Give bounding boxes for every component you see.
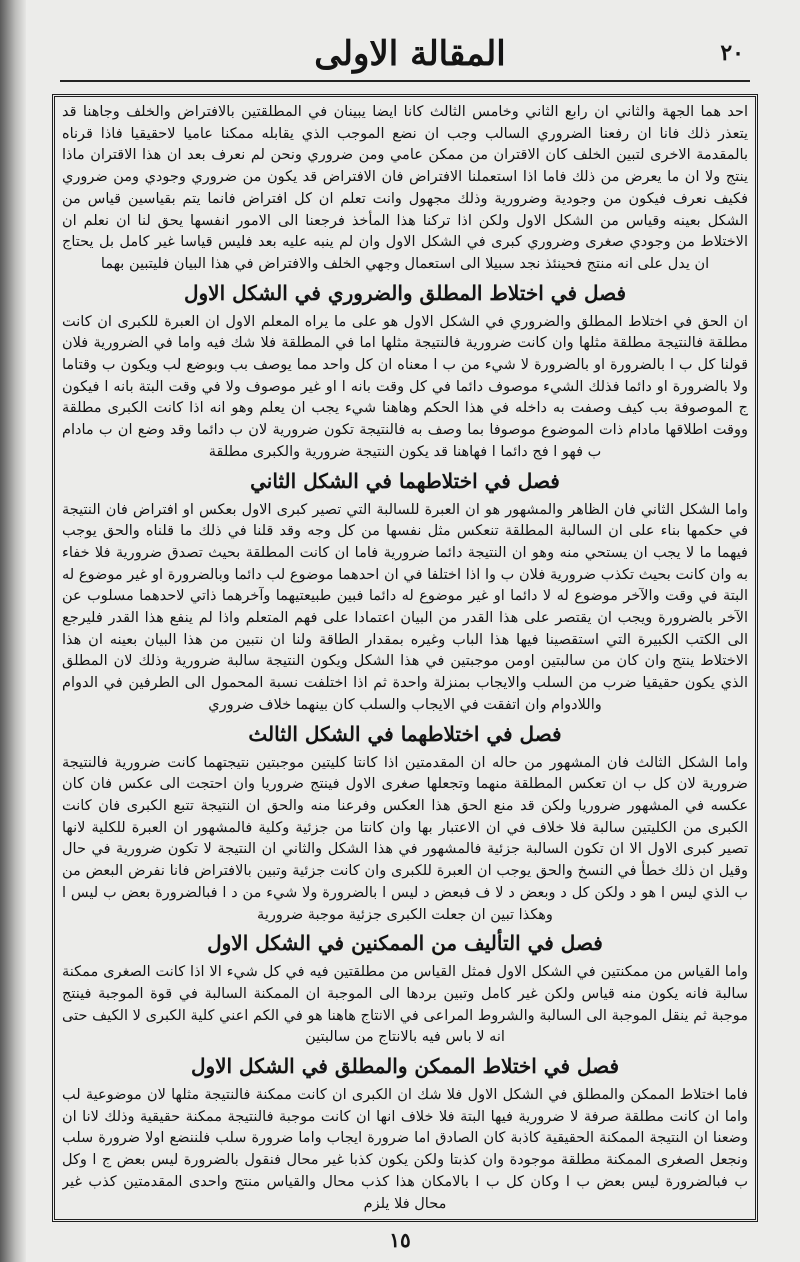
paragraph: فاما اختلاط الممكن والمطلق في الشكل الاول فلا شك ان الكبرى ان كانت ممكنة فالنتيجة مثلها لان موضوعية لب واما ان كانت مطلقة صرفة لا ضرورية فيها البتة فلا خلاف انها ان كانت موجبة فالنتيجة ممكنة حقيقية وذلك لانا ان وضعنا ان النتيجة الممكنة الحقيقية كاذبة كان الصادق اما ضرورة ايجاب واما ضرورة سلب فلننضع اولا ضرورة سلب ونجعل الصغرى الممكنة مطلقة موجودة وان كذبتا ولكن يكون كذبا غير محال فنقول بالضرورة ليس بعض ج ا وكل ب فبالضرورة ليس بعض ب ا وكان كل ب ا بالامكان هذا كذب محال والقياس منتج واحدى المقدمتين كذب غير محال فلا يلزم	[62, 1087, 748, 1212]
paragraph: احد هما الجهة والثاني ان رابع الثاني وخامس الثالث كانا ايضا يبينان في المطلقتين بالافتراض والخلف وجاهنا قد يتعذر ذلك فانا ان رفعنا الضروري السالب وجب ان نضع الموجب الذي يقابله ممكنا عاميا لاحقيقيا فاذا قرناه بالمقدمة الاخرى لتبين الخلف كان الاقتران من ممكن عامي ومن ضروري ونحن لم نعرف بعد ان هذا الاقتران ماذا ينتج ولا ان ما يعرض من ذلك فاما اذا استعملنا الافتراض فان الافتراض قد يكون من ضروري وجودي ومن ضروري فكيف نعرف فيكون من وجودية وضرورية وذلك مجهول وانت تعلم ان كل افتراض فانما يتم بقياسين قياس من الشكل بعينه وقياس من الشكل الاول ولكن اذا تركنا هذا المأخذ فرجعنا الى الامور انفسها يحق لنا ان نعلم ان الاختلاط من وجودي صغرى وضروري كبرى في الشكل الاول وان لم ينبه عليه بعد فليس قياسا غير كامل بل يحتاج ان يدل على انه منتج فحينئذ نجد سبيلا الى استعمال وجهي الخلف والافتراض في هذا البيان فليتبين بهما	[62, 104, 748, 272]
section-heading: فصل في اختلاطهما في الشكل الثاني	[250, 468, 560, 493]
running-head	[60, 28, 750, 88]
section-heading: فصل في اختلاط الممكن والمطلق في الشكل الاول	[190, 1054, 620, 1079]
header-rule	[60, 80, 750, 82]
section-heading: فصل في اختلاطهما في الشكل الثالث	[248, 721, 562, 746]
page-number-top: ٢٠	[720, 40, 744, 66]
text-body	[62, 102, 748, 1216]
paragraph: واما القياس من ممكنتين في الشكل الاول فمثل القياس من مطلقتين فيه في كل شيء الا اذا كانت الصغرى ممكنة سالبة فانه يكون منه قياس ولكن غير كامل وتبين بردها الى الموجبة ان الممكنة السالبة في قوة الموجبة فينتج موجبة ثم ينقل الموجبة الى السالبة والشروط المراعى في الانتاج هاهنا هو في الكم اعني كلية الكبرى لا الكيف حتى انه لا باس فيه بالانتاج من سالبتين	[62, 964, 748, 1046]
paragraph: واما الشكل الثاني فان الظاهر والمشهور هو ان العبرة للسالبة التي تصير كبرى الاول بعكس او افتراض فان النتيجة في حكمها بناء على ان السالبة المطلقة تنعكس مثل نفسها من كل وجه وقد قلنا في ذلك ما قلناه والحق يوجب فيهما ما لا يجب ان يستحي منه وهو ان النتيجة دائما ضرورية فاما ان كانت المطلقة بحيث تصدق ضرورية فلا خفاء به وان كانت بحيث تكذب ضرورية فلان ب وا اذا اختلفا في ان احدهما موضوع لب دائما وبالضرورة او غير موضوع له البتة في وقت والآخر موضوع له لا دائما او غير موضوع له دائما فبين طبيعتيهما وآخرهما ذاتي لاحدهما مسلوب عن الآخر بالضرورة ويجب ان يقتصر على هذا القدر من البيان اعتمادا على فهم المتعلم واذا لم ينفع هذا القدر فليرجع الى الكتب الكبيرة التي استقصينا فيها هذا الباب وغيره بمقدار الطاقة ولنا ان نتبين من هذا البيان بعينه ان هذا الاختلاط ينتج وان كان من سالبتين اومن موجبتين في هذا الشكل ويكون النتيجة سالبة ضرورية وذلك لان المطلق الذي يكون حقيقيا ضرب من السلب والايجاب بمنزلة واحدة ثم اذا اختلفت نسبة المحمول الى الطرفين في الدوام واللادوام وان اتفقت في الايجاب والسلب كان بينهما خلاف ضروري	[62, 501, 748, 713]
section-heading: فصل في التأليف من الممكنين في الشكل الاول	[207, 931, 603, 956]
running-title: المقالة الاولى	[314, 34, 506, 74]
page-number-bottom: ١٥	[389, 1228, 411, 1252]
paragraph: ان الحق في اختلاط المطلق والضروري في الشكل الاول هو على ما يراه المعلم الاول ان العبرة للكبرى ان كانت مطلقة فالنتيجة مطلقة مثلها وان كانت ضرورية فالنتيجة مثلها اما في المطلقة فلا شك فيه واما في الضرورية فلان قولنا كل ب ا بالضرورة او بالضرورة لا شيء من ب ا معناه ان كل واحد مما يوصف بب وبوضع لب ويكون ب وقتاما ولا بالضرورة او دائما فذلك الشيء موصوف دائما في كل وقت بانه ا او غير موصوف ولا في وقت البتة بانه ا فيكون ج الموصوفة بب كيف وصفت به داخله في هذا الحكم وهاهنا شيء يجب ان يعلم وهو انه اذا كانت الكبرى مطلقة ووقت اطلاقها مادام ذات الموضوع موصوفا بما وصف به فالنتيجة تكون ضرورية لان ب دائما وقد وضع ان ب مادام ب فهو ا فج دائما ا فهاهنا قد يكون النتيجة ضرورية والكبرى مطلقة	[62, 313, 748, 460]
section-heading: فصل في اختلاط المطلق والضروري في الشكل الاول	[183, 280, 627, 305]
paragraph: واما الشكل الثالث فان المشهور من حاله ان المقدمتين اذا كانتا كليتين موجبتين نتيجتهما كانت ضرورية فالنتيجة ضرورية لان كل ب ان تعكس المطلقة منهما وتجعلها صغرى الاول فينتج ضروريا وان احتجت الى عكس فان كان عكسه في المشهور ضروريا ولكن قد منع الحق هذا العكس وفرعنا منه والحق ان النتيجة تتبع الكبرى فان كانت الكبرى من الكليتين سالبة فلا خلاف في ان الاعتبار بها وان كانتا من جزئية وكلية فالمشهور ان العبرة للكلية لانها تصير كبرى الاول الا ان تكون السالبة جزئية فالمشهور في هذا الشكل والثاني ان النتيجة لا تكون ضرورية في حال وقيل ان ذلك خطأ في النسخ والحق يوجب ان العبرة للكبرى وان كانت جزئية وتبين بالافتراض فانا نفرض البعض من ب الذي ليس ا هو د ولكن كل د وبعض د لا ف فبعض د ليس ا بالضرورة ولا شيء من د ا فبالضرورة بعض ب ليس ا وهكذا تبين ان جعلت الكبرى جزئية موجبة ضرورية	[62, 754, 748, 923]
